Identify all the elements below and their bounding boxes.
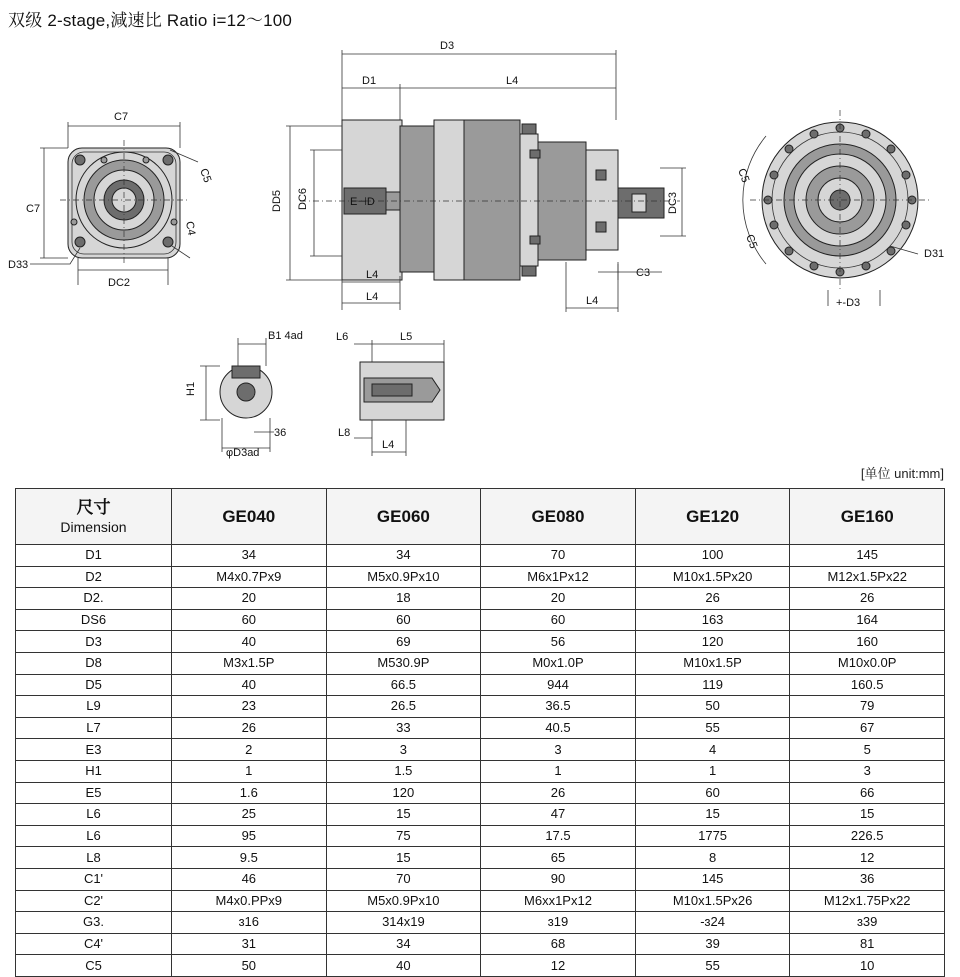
table-cell: 160 <box>790 631 945 653</box>
front-c7-left-label: C7 <box>26 203 41 215</box>
table-cell: 145 <box>790 545 945 567</box>
table-cell: 26.5 <box>326 696 481 718</box>
table-cell: 23 <box>172 696 327 718</box>
table-cell: 3 <box>790 760 945 782</box>
table-cell: ɜ19 <box>481 912 636 934</box>
table-cell: M6xx1Px12 <box>481 890 636 912</box>
table-cell: 119 <box>635 674 790 696</box>
table-cell: 50 <box>635 696 790 718</box>
table-cell: 2 <box>172 739 327 761</box>
side-d1-label: D1 <box>362 75 377 87</box>
key-l5-label: L5 <box>400 331 413 343</box>
table-cell: 81 <box>790 933 945 955</box>
row-dimension-name: L8 <box>16 847 172 869</box>
table-cell: 944 <box>481 674 636 696</box>
page-title: 双级 2-stage,減速比 Ratio i=12～100 <box>8 11 293 30</box>
row-dimension-name: C2' <box>16 890 172 912</box>
table-cell: M12x1.75Px22 <box>790 890 945 912</box>
table-cell: 17.5 <box>481 825 636 847</box>
table-cell: 66 <box>790 782 945 804</box>
table-cell: -ɜ24 <box>635 912 790 934</box>
table-cell: 31 <box>172 933 327 955</box>
table-cell: ɜ39 <box>790 912 945 934</box>
row-dimension-name: G3. <box>16 912 172 934</box>
table-cell: 60 <box>481 609 636 631</box>
rear-d3-label: +-D3 <box>836 297 861 309</box>
table-cell: 95 <box>172 825 327 847</box>
table-row <box>16 588 945 610</box>
table-cell: 68 <box>481 933 636 955</box>
table-row <box>16 609 945 631</box>
key-l4-label: L4 <box>382 439 395 451</box>
table-cell: 1 <box>635 760 790 782</box>
table-cell: 9.5 <box>172 847 327 869</box>
shaft-h1-label: H1 <box>185 381 197 396</box>
table-header-row <box>16 489 945 545</box>
front-c4-label: C4 <box>183 220 198 237</box>
table-cell: M4x0.7Px9 <box>172 566 327 588</box>
table-cell: 47 <box>481 804 636 826</box>
table-row <box>16 868 945 890</box>
model-header: GE080 <box>481 489 636 545</box>
table-cell: M10x0.0P <box>790 652 945 674</box>
table-row <box>16 847 945 869</box>
row-dimension-name: D2. <box>16 588 172 610</box>
row-dimension-name: L6 <box>16 804 172 826</box>
table-row <box>16 545 945 567</box>
rear-c5-label: C5 <box>735 166 752 185</box>
table-cell: 26 <box>790 588 945 610</box>
table-cell: 39 <box>635 933 790 955</box>
model-header: GE060 <box>326 489 481 545</box>
table-cell: 40 <box>326 955 481 977</box>
table-cell: 26 <box>481 782 636 804</box>
table-cell: 1 <box>172 760 327 782</box>
row-dimension-name: L6 <box>16 825 172 847</box>
table-cell: 90 <box>481 868 636 890</box>
table-cell: 70 <box>481 545 636 567</box>
table-cell: 1.5 <box>326 760 481 782</box>
table-cell: 120 <box>635 631 790 653</box>
table-cell: M0x1.0P <box>481 652 636 674</box>
table-cell: 8 <box>635 847 790 869</box>
table-cell: M6x1Px12 <box>481 566 636 588</box>
table-cell: 36 <box>790 868 945 890</box>
table-cell: 1775 <box>635 825 790 847</box>
row-dimension-name: D2 <box>16 566 172 588</box>
table-cell: 34 <box>326 933 481 955</box>
side-l4-a-label: L4 <box>366 269 379 281</box>
table-cell: M5x0.9Px10 <box>326 566 481 588</box>
table-cell: 60 <box>635 782 790 804</box>
table-cell: 46 <box>172 868 327 890</box>
table-cell: 60 <box>326 609 481 631</box>
table-cell: 40.5 <box>481 717 636 739</box>
side-dc3-label: DC3 <box>667 191 679 214</box>
table-cell: 163 <box>635 609 790 631</box>
table-row <box>16 566 945 588</box>
table-cell: 34 <box>172 545 327 567</box>
side-c3-label: C3 <box>636 267 651 279</box>
shaft-top-label: B1 4ad <box>268 330 303 342</box>
table-row <box>16 933 945 955</box>
table-cell: 60 <box>172 609 327 631</box>
table-cell: M4x0.PPx9 <box>172 890 327 912</box>
row-dimension-name: D1 <box>16 545 172 567</box>
dimension-table <box>15 488 945 977</box>
table-cell: 70 <box>326 868 481 890</box>
table-cell: 40 <box>172 631 327 653</box>
table-cell: 25 <box>172 804 327 826</box>
table-cell: 1 <box>481 760 636 782</box>
table-body <box>16 545 945 977</box>
keyway-view <box>354 340 444 456</box>
table-row <box>16 782 945 804</box>
table-cell: M3x1.5P <box>172 652 327 674</box>
table-cell: ɜ16 <box>172 912 327 934</box>
table-cell: 36.5 <box>481 696 636 718</box>
table-cell: 33 <box>326 717 481 739</box>
table-cell: 3 <box>326 739 481 761</box>
front-view <box>30 122 198 285</box>
table-row <box>16 739 945 761</box>
rear-c5b-label: C5 <box>743 232 760 251</box>
row-dimension-name: D5 <box>16 674 172 696</box>
dimension-header-zh: 尺寸 <box>76 497 111 517</box>
row-dimension-name: E5 <box>16 782 172 804</box>
front-dc2-label: DC2 <box>108 277 131 289</box>
table-cell: 66.5 <box>326 674 481 696</box>
model-header: GE160 <box>790 489 945 545</box>
table-cell: 50 <box>172 955 327 977</box>
front-c7-top-label: C7 <box>114 111 129 123</box>
dimension-header-en: Dimension <box>60 518 127 535</box>
shaft-section <box>200 338 274 452</box>
table-row <box>16 804 945 826</box>
table-row <box>16 696 945 718</box>
row-dimension-name: D8 <box>16 652 172 674</box>
table-cell: 145 <box>635 868 790 890</box>
shaft-d3-label: φD3ad <box>226 447 260 459</box>
table-cell: 226.5 <box>790 825 945 847</box>
table-row <box>16 912 945 934</box>
row-dimension-name: L7 <box>16 717 172 739</box>
unit-note: [单位 unit:mm] <box>860 466 944 481</box>
table-cell: 314x19 <box>326 912 481 934</box>
table-cell: 67 <box>790 717 945 739</box>
rear-d31-label: D31 <box>924 248 945 260</box>
row-dimension-name: C1' <box>16 868 172 890</box>
table-cell: 56 <box>481 631 636 653</box>
table-cell: 34 <box>326 545 481 567</box>
table-cell: 65 <box>481 847 636 869</box>
table-cell: 12 <box>790 847 945 869</box>
table-cell: 3 <box>481 739 636 761</box>
table-cell: 55 <box>635 955 790 977</box>
side-dc6-label: DC6 <box>297 187 309 210</box>
table-cell: 79 <box>790 696 945 718</box>
table-cell: M10x1.5P <box>635 652 790 674</box>
front-c5-label: C5 <box>197 166 214 185</box>
table-cell: 40 <box>172 674 327 696</box>
row-dimension-name: C4' <box>16 933 172 955</box>
table-row <box>16 955 945 977</box>
key-l6-top-label: L6 <box>336 331 349 343</box>
table-cell: 15 <box>790 804 945 826</box>
table-cell: M10x1.5Px26 <box>635 890 790 912</box>
row-dimension-name: H1 <box>16 760 172 782</box>
side-l4-c-label: L4 <box>586 295 599 307</box>
table-cell: 5 <box>790 739 945 761</box>
row-dimension-name: DS6 <box>16 609 172 631</box>
table-cell: 160.5 <box>790 674 945 696</box>
side-l4-b-label: L4 <box>366 291 379 303</box>
side-l4-top-label: L4 <box>506 75 519 87</box>
table-cell: 10 <box>790 955 945 977</box>
shaft-36-label: 36 <box>274 427 287 439</box>
table-cell: 18 <box>326 588 481 610</box>
table-cell: M530.9P <box>326 652 481 674</box>
technical-drawing <box>0 0 960 480</box>
table-row <box>16 717 945 739</box>
table-cell: 1.6 <box>172 782 327 804</box>
side-dd5-label: DD5 <box>271 189 283 212</box>
row-dimension-name: C5 <box>16 955 172 977</box>
side-d3-label: D3 <box>440 40 455 52</box>
table-row <box>16 890 945 912</box>
table-row <box>16 825 945 847</box>
table-cell: 15 <box>326 804 481 826</box>
table-cell: 26 <box>635 588 790 610</box>
model-header: GE120 <box>635 489 790 545</box>
front-d33-label: D33 <box>8 259 29 271</box>
model-header: GE040 <box>172 489 327 545</box>
row-dimension-name: D3 <box>16 631 172 653</box>
table-cell: 26 <box>172 717 327 739</box>
table-cell: 120 <box>326 782 481 804</box>
rear-view <box>743 110 930 306</box>
row-dimension-name: E3 <box>16 739 172 761</box>
table-row <box>16 652 945 674</box>
side-key-label: E⊣D <box>350 196 375 208</box>
table-cell: 69 <box>326 631 481 653</box>
table-row <box>16 674 945 696</box>
table-cell: 75 <box>326 825 481 847</box>
table-cell: 15 <box>635 804 790 826</box>
table-cell: M10x1.5Px20 <box>635 566 790 588</box>
table-cell: 20 <box>172 588 327 610</box>
table-cell: 20 <box>481 588 636 610</box>
table-cell: 15 <box>326 847 481 869</box>
table-cell: 12 <box>481 955 636 977</box>
table-cell: M5x0.9Px10 <box>326 890 481 912</box>
table-cell: 4 <box>635 739 790 761</box>
table-cell: 164 <box>790 609 945 631</box>
table-cell: 100 <box>635 545 790 567</box>
table-cell: M12x1.5Px22 <box>790 566 945 588</box>
table-row <box>16 631 945 653</box>
side-view <box>286 50 686 312</box>
table-cell: 55 <box>635 717 790 739</box>
key-l8-label: L8 <box>338 427 351 439</box>
row-dimension-name: L9 <box>16 696 172 718</box>
table-row <box>16 760 945 782</box>
dimension-header <box>16 489 172 545</box>
